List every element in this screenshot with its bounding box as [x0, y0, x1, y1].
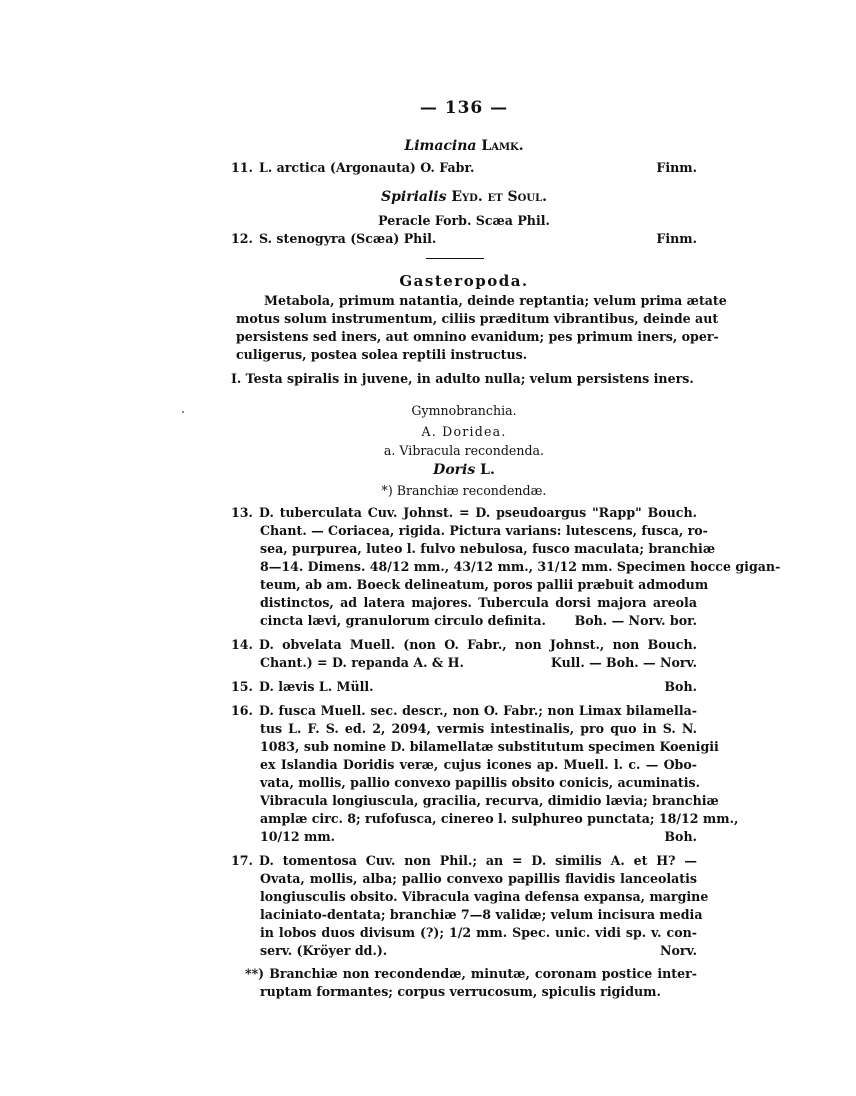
- section-i-heading: I. Testa spiralis in juvene, in adulto nulla; velum persistens iners.: [231, 371, 694, 386]
- family-heading-doridea: A. Doridea.: [421, 424, 507, 439]
- entry-line: 16. D. fusca Muell. sec. descr., non O. Fabr.; non Limax bilamella-: [231, 703, 697, 718]
- entry-line: vata, mollis, pallio convexo papillis obsito conicis, acuminatis.: [260, 775, 700, 790]
- genus-author: Lamk.: [481, 138, 524, 154]
- species-name: L. arctica (Argonauta) O. Fabr.: [259, 160, 475, 175]
- footnote-line: ruptam formantes; corpus verrucosum, spiculis rigidum.: [260, 984, 661, 999]
- locality: Boh. — Norv. bor.: [574, 613, 697, 628]
- entry-line: amplæ circ. 8; rufofusca, cinereo l. sulphureo punctata; 18/12 mm.,: [260, 811, 739, 826]
- order-heading-gymnobranchia: Gymnobranchia.: [411, 403, 517, 418]
- species-name: D. lævis L. Müll.: [259, 679, 374, 694]
- class-heading-gasteropoda: Gasteropoda.: [399, 272, 529, 290]
- species-entry-11: [231, 160, 697, 175]
- entry-line: 8—14. Dimens. 48/12 mm., 43/12 mm., 31/12 mm. Specimen hocce gigan-: [260, 559, 781, 574]
- genus-name: Spirialis: [380, 189, 447, 205]
- entry-line: Ovata, mollis, alba; pallio convexo papillis flavidis lanceolatis: [260, 871, 697, 886]
- locality: Boh.: [664, 829, 697, 844]
- entry-line: 10/12 mm. Boh.: [260, 829, 697, 844]
- entry-line: cincta lævi, granulorum circulo definita. Boh. — Norv. bor.: [260, 613, 697, 628]
- entry-line: in lobos duos divisum (?); 1/2 mm. Spec. unic. vidi sp. v. con-: [260, 925, 697, 940]
- entry-line: distinctos, ad latera majores. Tubercula dorsi majora areola: [260, 595, 697, 610]
- genus-author: Eyd. et Soul.: [451, 189, 547, 205]
- spirialis-synonym: Peracle Forb. Scæa Phil.: [378, 213, 550, 228]
- footnote-line: **) Branchiæ non recondendæ, minutæ, coronam postice inter-: [245, 966, 697, 981]
- entry-line: Chant.) = D. repanda A. & H. Kull. — Boh. — Norv.: [260, 655, 697, 670]
- species-number: 12.: [231, 231, 253, 246]
- species-entry-15: [231, 679, 697, 694]
- entry-line: serv. (Kröyer dd.). Norv.: [260, 943, 697, 958]
- species-name: S. stenogyra (Scæa) Phil.: [259, 231, 437, 246]
- genus-heading-spirialis: [231, 190, 697, 205]
- entry-line: teum, ab am. Boeck delineatum, poros pallii præbuit admodum: [260, 577, 709, 592]
- species-number: 14.: [231, 637, 253, 652]
- entry-line: Chant. — Coriacea, rigida. Pictura varians: lutescens, fusca, ro-: [260, 523, 708, 538]
- locality: Finm.: [656, 160, 697, 175]
- footnote-branchiae: *) Branchiæ recondendæ.: [381, 483, 547, 498]
- entry-line: ex Islandia Doridis veræ, cujus icones ap. Muell. l. c. — Obo-: [260, 757, 697, 772]
- species-number: 17.: [231, 853, 253, 868]
- page-number: — 136 —: [419, 98, 509, 118]
- locality: Boh.: [664, 679, 697, 694]
- gasteropoda-desc-2: motus solum instrumentum, ciliis præditum vibrantibus, deinde aut: [236, 311, 719, 326]
- species-number: 11.: [231, 160, 253, 175]
- species-number: 16.: [231, 703, 253, 718]
- entry-line: laciniato-dentata; branchiæ 7—8 validæ; velum incisura media: [260, 907, 703, 922]
- subsection-vibracula: a. Vibracula recondenda.: [383, 443, 545, 458]
- entry-line: 17. D. tomentosa Cuv. non Phil.; an = D. similis A. et H? —: [231, 853, 697, 868]
- genus-heading-doris: [231, 463, 697, 478]
- genus-heading-limacina: [231, 139, 697, 154]
- entry-line: Vibracula longiuscula, gracilia, recurva, dimidio lævia; branchiæ: [260, 793, 719, 808]
- locality: Finm.: [656, 231, 697, 246]
- genus-name: Doris: [433, 462, 476, 478]
- entry-line: 14. D. obvelata Muell. (non O. Fabr., non Johnst., non Bouch.: [231, 637, 697, 652]
- genus-author: L.: [480, 462, 495, 478]
- entry-line: 13. D. tuberculata Cuv. Johnst. = D. pseudoargus "Rapp" Bouch.: [231, 505, 697, 520]
- speck: [182, 411, 184, 413]
- gasteropoda-desc-4: culigerus, postea solea reptili instructus.: [236, 347, 528, 362]
- entry-line: longiusculis obsito. Vibracula vagina defensa expansa, margine: [260, 889, 709, 904]
- locality: Kull. — Boh. — Norv.: [550, 655, 697, 670]
- entry-line: 1083, sub nomine D. bilamellatæ substitutum specimen Koenigii: [260, 739, 719, 754]
- species-number: 13.: [231, 505, 253, 520]
- species-entry-12: [231, 231, 697, 246]
- gasteropoda-desc-1: Metabola, primum natantia, deinde reptantia; velum prima ætate: [264, 293, 727, 308]
- species-number: 15.: [231, 679, 253, 694]
- section-divider: [426, 258, 484, 259]
- gasteropoda-desc-3: persistens sed iners, aut omnino evanidum; pes primum iners, oper-: [236, 329, 719, 344]
- entry-line: sea, purpurea, luteo l. fulvo nebulosa, fusco maculata; branchiæ: [260, 541, 716, 556]
- entry-line: tus L. F. S. ed. 2, 2094, vermis intestinalis, pro quo in S. N.: [260, 721, 697, 736]
- locality: Norv.: [660, 943, 697, 958]
- genus-name: Limacina: [404, 138, 477, 154]
